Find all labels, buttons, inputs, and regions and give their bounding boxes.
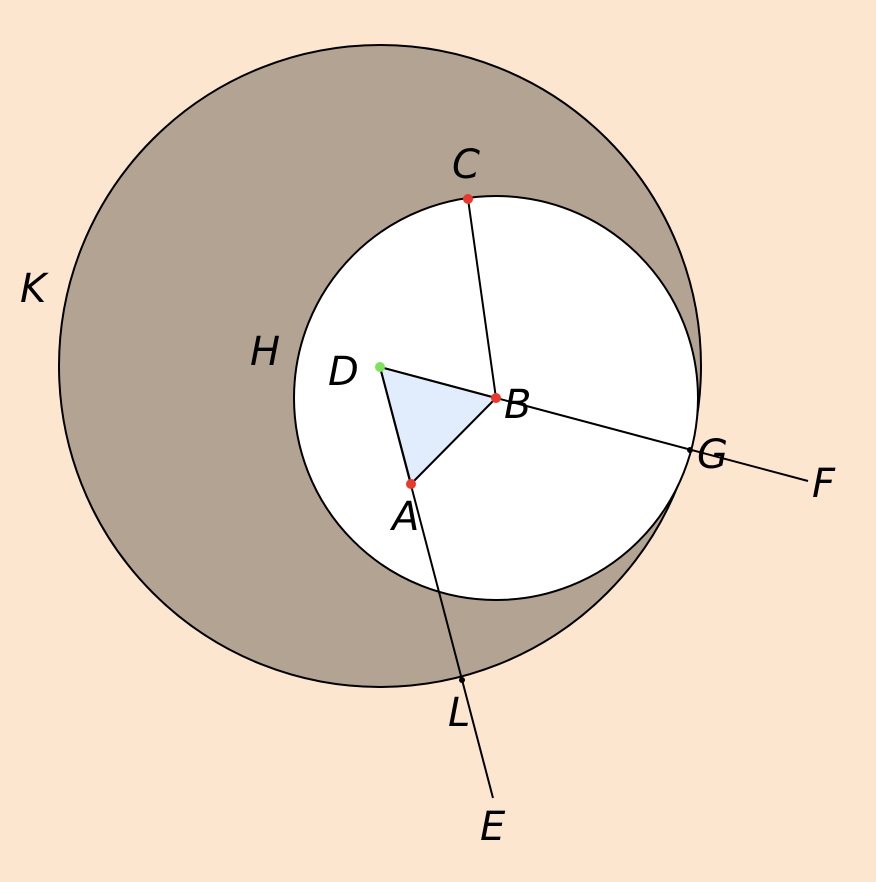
label-e: E bbox=[480, 804, 506, 850]
point-b bbox=[491, 393, 501, 403]
label-a: A bbox=[392, 494, 420, 540]
label-h: H bbox=[250, 329, 281, 375]
label-c: C bbox=[452, 142, 480, 188]
point-a bbox=[406, 479, 416, 489]
point-c bbox=[463, 194, 473, 204]
label-b: B bbox=[504, 382, 532, 428]
point-g bbox=[687, 447, 693, 453]
label-l: L bbox=[448, 690, 471, 736]
label-f: F bbox=[812, 461, 836, 507]
label-d: D bbox=[328, 349, 359, 395]
point-l bbox=[459, 677, 465, 683]
point-d bbox=[375, 362, 385, 372]
label-g: G bbox=[697, 432, 728, 478]
label-k: K bbox=[20, 266, 47, 312]
